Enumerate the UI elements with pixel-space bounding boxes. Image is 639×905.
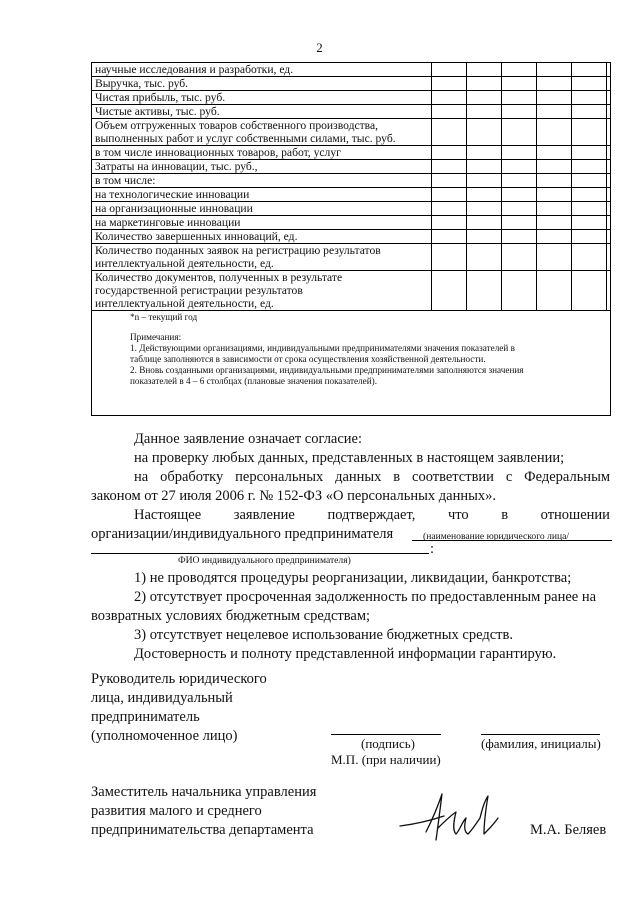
signatory-line-4: (уполномоченное лицо) <box>91 728 238 744</box>
row-label: Количество завершенных инноваций, ед. <box>92 230 432 244</box>
signatory-line-1: Руководитель юридического <box>91 671 267 687</box>
confirm-word: подтверждает, <box>327 507 416 523</box>
footnote: *n – текущий год <box>130 312 198 322</box>
row-label-line: Количество поданных заявок на регистрацию результатов <box>95 244 381 257</box>
approver-line-1: Заместитель начальника управления <box>91 784 317 800</box>
stamp-caption: М.П. (при наличии) <box>331 752 441 767</box>
table-row <box>92 146 611 160</box>
row-label: в том числе: <box>92 174 432 188</box>
approver-line-2: развития малого и среднего <box>91 803 262 819</box>
confirm-word: отношении <box>540 507 610 523</box>
row-label-line: интеллектуальной деятельности, ед. <box>95 297 274 310</box>
confirm-word: что <box>447 507 469 523</box>
table-row <box>92 244 611 271</box>
row-label <box>92 119 432 146</box>
row-label: на маркетинговые инновации <box>92 216 432 230</box>
row-label: Затраты на инновации, тыс. руб., <box>92 160 432 174</box>
indicators-table-body <box>92 63 611 416</box>
approver-name: М.А. Беляев <box>530 822 607 838</box>
entity-name-line-2 <box>91 553 429 554</box>
table-row <box>92 105 611 119</box>
entity-name-caption: (наименование юридического лица/ <box>423 531 570 542</box>
confirm-line-2: организации/индивидуального предпринимателя <box>91 526 394 542</box>
table-row <box>92 216 611 230</box>
fio-caption: ФИО индивидуального предпринимателя) <box>178 555 351 566</box>
point-2-line-2: возвратных условиях бюджетным средствам; <box>91 608 371 624</box>
table-row <box>92 174 611 188</box>
signatory-line-2: лица, индивидуальный <box>91 690 233 706</box>
colon: : <box>430 541 435 557</box>
point-2-line-1: 2) отсутствует просроченная задолженность по предоставленным ранее на <box>134 589 597 605</box>
note-line: 1. Действующими организациями, индивидуальными предпринимателями значения показателей в <box>130 343 515 353</box>
confirm-line-1 <box>134 506 610 525</box>
table-notes <box>92 311 611 416</box>
name-caption: (фамилия, инициалы) <box>481 736 601 751</box>
row-label: Выручка, тыс. руб. <box>92 77 432 91</box>
consent-intro: Данное заявление означает согласие: <box>134 431 363 447</box>
row-label-line: Количество документов, полученных в результате <box>95 271 343 284</box>
row-label <box>92 244 432 271</box>
note-line: 2. Вновь созданными организациями, индивидуальными предпринимателями заполняются значения <box>130 365 524 375</box>
row-label-line: интеллектуальной деятельности, ед. <box>95 257 274 270</box>
table-row <box>92 271 611 311</box>
table-row <box>92 202 611 216</box>
row-label: на организационные инновации <box>92 202 432 216</box>
table-row <box>92 77 611 91</box>
table-row <box>92 160 611 174</box>
consent-item-1: на проверку любых данных, представленных в настоящем заявлении; <box>134 450 565 466</box>
confirm-word: Настоящее <box>134 507 202 523</box>
approver-line-3: предпринимательства департамента <box>91 822 314 838</box>
guarantee: Достоверность и полноту представленной информации гарантирую. <box>134 646 557 662</box>
row-label: Чистые активы, тыс. руб. <box>92 105 432 119</box>
table-row <box>92 119 611 146</box>
indicators-table <box>91 62 611 416</box>
signature-caption: (подпись) <box>361 736 415 751</box>
consent-item-2-line-1: на обработку персональных данных в соответствии с Федеральным <box>134 469 610 485</box>
table-notes-row <box>92 311 611 416</box>
notes-title: Примечания: <box>130 332 182 342</box>
row-label: на технологические инновации <box>92 188 432 202</box>
row-label: в том числе инновационных товаров, работ, услуг <box>92 146 432 160</box>
table-row <box>92 63 611 77</box>
row-label-line: выполненных работ и услуг собственными силами, тыс. руб. <box>95 132 396 145</box>
page-number: 2 <box>316 40 323 55</box>
table-row <box>92 91 611 105</box>
note-line: таблице заполняются в зависимости от срока осуществления хозяйственной деятельности. <box>130 354 486 364</box>
row-label: научные исследования и разработки, ед. <box>92 63 432 77</box>
point-3: 3) отсутствует нецелевое использование бюджетных средств. <box>134 627 513 643</box>
row-label-line: Объем отгруженных товаров собственного производства, <box>95 119 379 132</box>
confirm-word: заявление <box>233 507 295 523</box>
table-row <box>92 188 611 202</box>
row-label: Чистая прибыль, тыс. руб. <box>92 91 432 105</box>
row-label <box>92 271 432 311</box>
note-line: показателей в 4 – 6 столбцах (плановые значения показателей). <box>130 376 378 386</box>
consent-item-2-line-2: законом от 27 июля 2006 г. № 152-ФЗ «О персональных данных». <box>91 488 496 504</box>
point-1: 1) не проводятся процедуры реорганизации, ликвидации, банкротства; <box>134 570 572 586</box>
signatory-line-3: предприниматель <box>91 709 200 725</box>
table-row <box>92 230 611 244</box>
handwritten-signature <box>398 790 508 848</box>
confirm-word: в <box>501 507 509 523</box>
row-label-line: государственной регистрации результатов <box>95 284 303 297</box>
